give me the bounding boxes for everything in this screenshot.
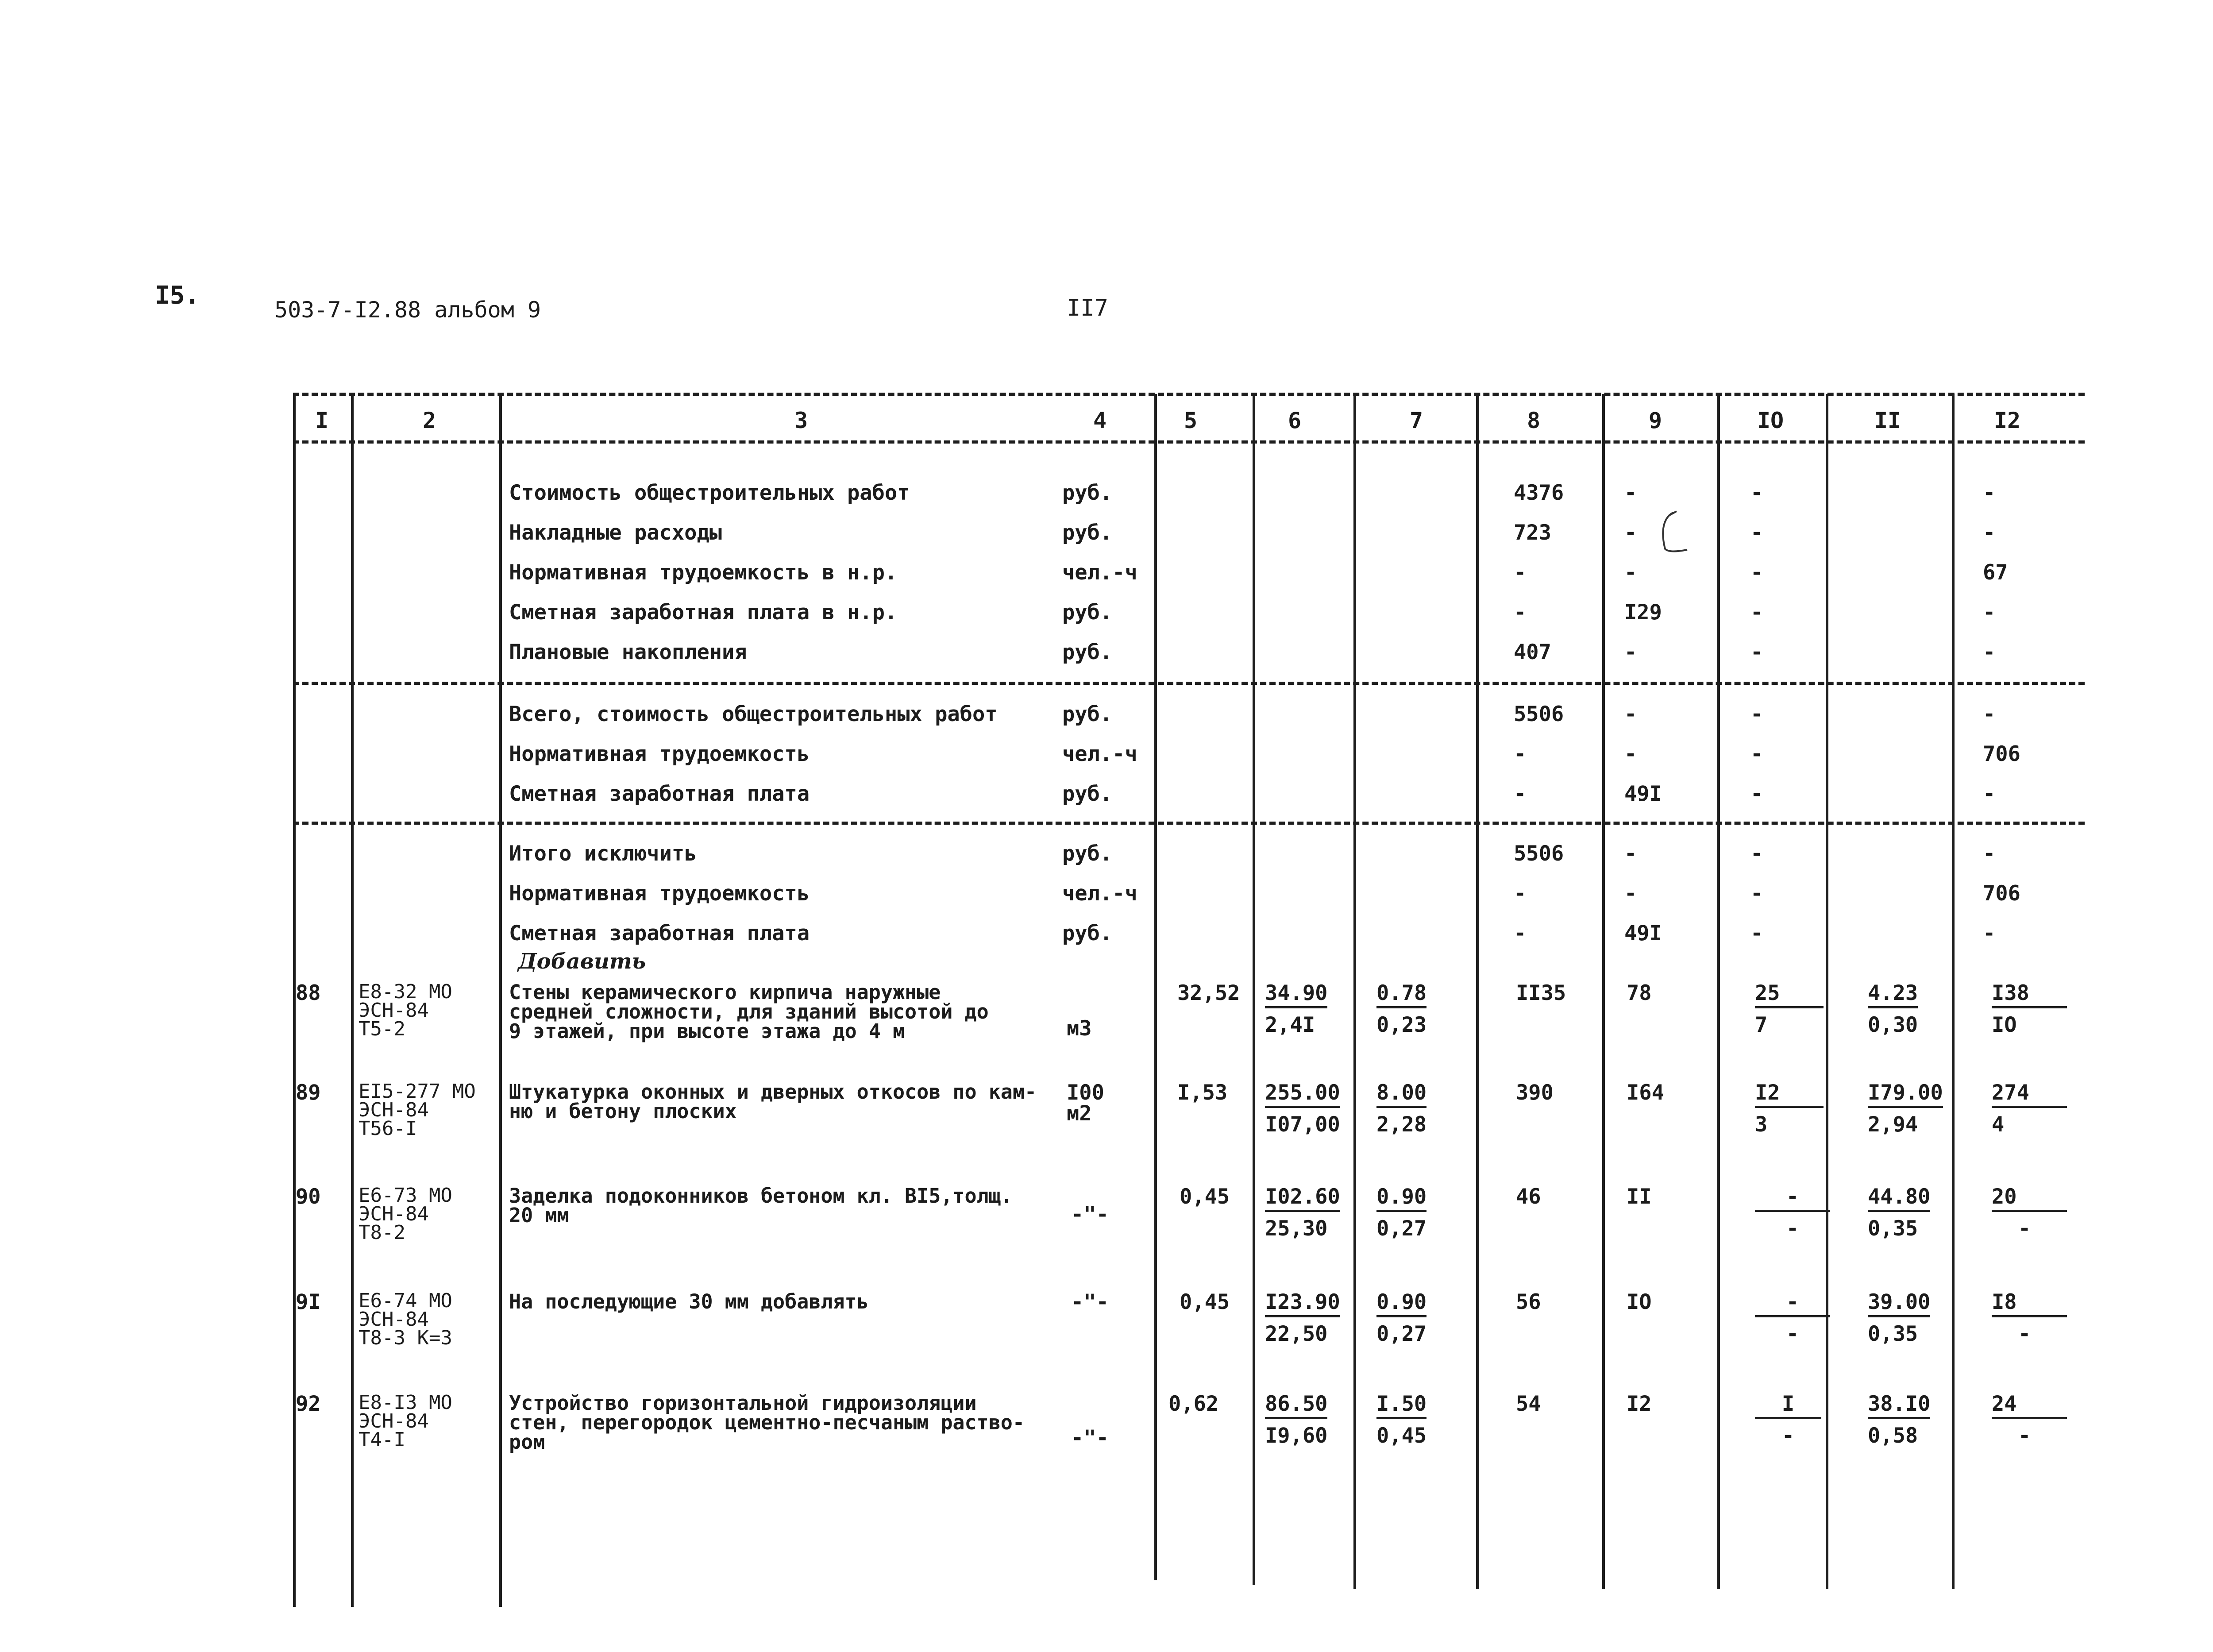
cell-col12: 20 -: [1992, 1186, 2067, 1239]
row-description: Нормативная трудоемкость: [509, 742, 810, 766]
cell-col12: $\frac{I38}{IO}$: [1992, 983, 2067, 1035]
cell-col12: -: [1983, 702, 1996, 726]
cell-col9: -: [1624, 881, 1637, 906]
column-header: 6: [1288, 408, 1302, 433]
cell-col9: 78: [1627, 981, 1652, 1005]
item-quantity: 32,52: [1177, 981, 1240, 1005]
row-description: Нормативная трудоемкость в н.р.: [509, 560, 898, 585]
item-code: E8-I3 MO ЭСН-84 T4-I: [359, 1391, 452, 1451]
cell-col10: -: [1750, 921, 1763, 946]
item-quantity: 0,45: [1180, 1290, 1230, 1314]
column-header: IO: [1757, 408, 1784, 433]
column-header: 8: [1527, 408, 1541, 433]
cell-col9: -: [1624, 481, 1637, 505]
cell-col9: II: [1627, 1185, 1652, 1209]
cell-col8: II35: [1516, 981, 1566, 1005]
cell-col12: -: [1983, 640, 1996, 664]
table-top-rule: [293, 393, 2085, 396]
page-number: II7: [1067, 295, 1108, 321]
row-unit: чел.-ч: [1062, 881, 1137, 906]
row-description: Итого исключить: [509, 841, 697, 866]
column-line: [351, 394, 354, 1607]
item-unit: м3: [1067, 1016, 1092, 1041]
item-number: 89: [296, 1081, 321, 1105]
cell-col8: -: [1514, 600, 1527, 625]
cell-col10: -: [1750, 640, 1763, 664]
cell-col6: $\frac{34.90}{2,4I}$: [1265, 981, 1328, 1037]
section-divider-2: [293, 822, 2085, 825]
item-unit: -"-: [1071, 1202, 1109, 1227]
item-number: 9I: [296, 1290, 321, 1314]
cell-col12: -: [1983, 782, 1996, 806]
row-unit: руб.: [1062, 921, 1113, 946]
cell-col9: 49I: [1624, 921, 1662, 946]
cell-col7: $\frac{0.90}{0,27}$: [1376, 1185, 1427, 1241]
cell-col10: -: [1750, 481, 1763, 505]
cell-col9: I64: [1627, 1081, 1664, 1105]
column-line: [1717, 394, 1720, 1589]
row-description: Накладные расходы: [509, 521, 722, 545]
column-header: 7: [1409, 408, 1423, 433]
row-unit: руб.: [1062, 841, 1113, 866]
row-description: Плановые накопления: [509, 640, 747, 664]
column-line: [499, 394, 502, 1607]
row-unit: чел.-ч: [1062, 560, 1137, 585]
column-header: 4: [1093, 408, 1107, 433]
cell-col8: 5506: [1514, 841, 1564, 866]
cell-col12: I8 -: [1992, 1292, 2067, 1344]
cell-col10: I -: [1755, 1393, 1821, 1446]
cell-col9: I29: [1624, 600, 1662, 625]
row-unit: руб.: [1062, 481, 1113, 505]
row-description: Всего, стоимость общестроительных работ: [509, 702, 998, 726]
item-description: Заделка подоконников бетоном кл. BI5,толщ. 20 мм: [509, 1184, 1013, 1227]
row-unit: чел.-ч: [1062, 742, 1137, 766]
cell-col8: -: [1514, 881, 1527, 906]
cell-col9: -: [1624, 841, 1637, 866]
cell-col11: $\frac{44.80}{0,35}$: [1868, 1185, 1931, 1241]
item-unit: -"-: [1071, 1290, 1109, 1314]
item-description: На последующие 30 мм добавлять: [509, 1290, 869, 1313]
cell-col8: 407: [1514, 640, 1551, 664]
cell-col12: -: [1983, 921, 1996, 946]
cell-col12: 706: [1983, 881, 2020, 906]
cell-col9: 49I: [1624, 782, 1662, 806]
row-description: Сметная заработная плата в н.р.: [509, 600, 898, 625]
cell-col12: -: [1983, 521, 1996, 545]
column-header: 5: [1184, 408, 1198, 433]
item-number: 88: [296, 981, 321, 1005]
cell-col8: -: [1514, 921, 1527, 946]
cell-col10: -: [1750, 841, 1763, 866]
row-unit: руб.: [1062, 521, 1113, 545]
row-unit: руб.: [1062, 640, 1113, 664]
cell-col12: 706: [1983, 742, 2020, 766]
column-header: 3: [794, 408, 808, 433]
item-code: E6-73 MO ЭСН-84 T8-2: [359, 1184, 452, 1244]
cell-col7: $\frac{0.90}{0,27}$: [1376, 1290, 1427, 1346]
row-unit: руб.: [1062, 782, 1113, 806]
cell-col8: -: [1514, 782, 1527, 806]
row-unit: руб.: [1062, 702, 1113, 726]
cell-col10: -: [1750, 521, 1763, 545]
cell-col9: -: [1624, 560, 1637, 585]
cell-col8: -: [1514, 560, 1527, 585]
page-corner-number: I5.: [155, 281, 200, 310]
column-line: [1154, 394, 1157, 1580]
cell-col11: $\frac{38.I0}{0,58}$: [1868, 1392, 1931, 1448]
cell-col8: 390: [1516, 1081, 1554, 1105]
column-line: [1952, 394, 1955, 1589]
row-description: Сметная заработная плата: [509, 921, 810, 946]
item-quantity: I,53: [1177, 1081, 1228, 1105]
cell-col6: $\frac{I23.90}{22,50}$: [1265, 1290, 1340, 1346]
cell-col10: $\frac{25}{7}$: [1755, 983, 1824, 1035]
cell-col10: -: [1750, 560, 1763, 585]
item-unit: I00 м2: [1067, 1081, 1104, 1126]
cell-col10: $\frac{I2}{3}$: [1755, 1082, 1824, 1135]
cell-col8: 4376: [1514, 481, 1564, 505]
row-description: Сметная заработная плата: [509, 782, 810, 806]
cell-col9: -: [1624, 521, 1637, 545]
row-description: Нормативная трудоемкость: [509, 881, 810, 906]
column-line: [1253, 394, 1255, 1585]
cell-col10: - -: [1755, 1292, 1830, 1344]
cell-col10: -: [1750, 782, 1763, 806]
cell-col9: -: [1624, 702, 1637, 726]
cell-col8: 46: [1516, 1185, 1541, 1209]
cell-col12: -: [1983, 841, 1996, 866]
cell-col12: 24 -: [1992, 1393, 2067, 1446]
column-header: I: [315, 408, 329, 433]
cell-col7: $\frac{0.78}{0,23}$: [1376, 981, 1427, 1037]
item-quantity: 0,62: [1168, 1392, 1219, 1416]
cell-col11: $\frac{I79.00}{2,94}$: [1868, 1081, 1943, 1137]
section-divider-1: [293, 682, 2085, 685]
cell-col12: 67: [1983, 560, 2008, 585]
item-quantity: 0,45: [1180, 1185, 1230, 1209]
handwritten-add-label: Добавить: [518, 949, 646, 974]
item-number: 90: [296, 1185, 321, 1209]
column-header: 9: [1648, 408, 1662, 433]
cell-col11: $\frac{4.23}{0,30}$: [1868, 981, 1918, 1037]
cell-col6: $\frac{255.00}{I07,00}$: [1265, 1081, 1340, 1137]
cell-col9: IO: [1627, 1290, 1652, 1314]
cell-col6: $\frac{86.50}{I9,60}$: [1265, 1392, 1328, 1448]
item-description: Стены керамического кирпича наружные средней сложности, для зданий высотой до 9 этажей, при высоте этажа до 4 м: [509, 980, 989, 1043]
cell-col6: $\frac{I02.60}{25,30}$: [1265, 1185, 1340, 1241]
cell-col9: -: [1624, 742, 1637, 766]
handwritten-bracket-icon: [1655, 509, 1691, 558]
cell-col7: $\frac{8.00}{2,28}$: [1376, 1081, 1427, 1137]
item-code: E6-74 MO ЭСН-84 T8-3 K=3: [359, 1289, 452, 1349]
cell-col8: 5506: [1514, 702, 1564, 726]
header-bottom-rule: [293, 440, 2085, 444]
item-code: EI5-277 MO ЭСН-84 T56-I: [359, 1080, 476, 1140]
cell-col10: -: [1750, 742, 1763, 766]
cell-col10: - -: [1755, 1186, 1830, 1239]
cell-col8: 54: [1516, 1392, 1541, 1416]
row-unit: руб.: [1062, 600, 1113, 625]
column-header: I2: [1993, 408, 2021, 433]
column-line: [1826, 394, 1828, 1589]
column-line: [1353, 394, 1356, 1589]
item-description: Устройство горизонтальной гидроизоляции стен, перегородок цементно-песчаным раство- ром: [509, 1391, 1025, 1454]
cell-col9: -: [1624, 640, 1637, 664]
item-unit: -"-: [1071, 1426, 1109, 1450]
cell-col10: -: [1750, 600, 1763, 625]
column-header: 2: [422, 408, 436, 433]
item-number: 92: [296, 1392, 321, 1416]
item-code: E8-32 MO ЭСН-84 T5-2: [359, 980, 452, 1040]
cell-col9: I2: [1627, 1392, 1652, 1416]
cell-col10: -: [1750, 702, 1763, 726]
cell-col11: $\frac{39.00}{0,35}$: [1868, 1290, 1931, 1346]
column-line: [1602, 394, 1605, 1589]
cell-col12: -: [1983, 600, 1996, 625]
column-header: II: [1874, 408, 1901, 433]
cell-col10: -: [1750, 881, 1763, 906]
column-line: [1476, 394, 1479, 1589]
cell-col8: 56: [1516, 1290, 1541, 1314]
item-description: Штукатурка оконных и дверных откосов по кам- ню и бетону плоских: [509, 1080, 1037, 1123]
cell-col8: 723: [1514, 521, 1551, 545]
cell-col8: -: [1514, 742, 1527, 766]
document-code: 503-7-I2.88 альбом 9: [274, 297, 541, 323]
cell-col7: $\frac{I.50}{0,45}$: [1376, 1392, 1427, 1448]
row-description: Стоимость общестроительных работ: [509, 481, 910, 505]
cell-col12: -: [1983, 481, 1996, 505]
cell-col12: $\frac{274}{4}$: [1992, 1082, 2067, 1135]
